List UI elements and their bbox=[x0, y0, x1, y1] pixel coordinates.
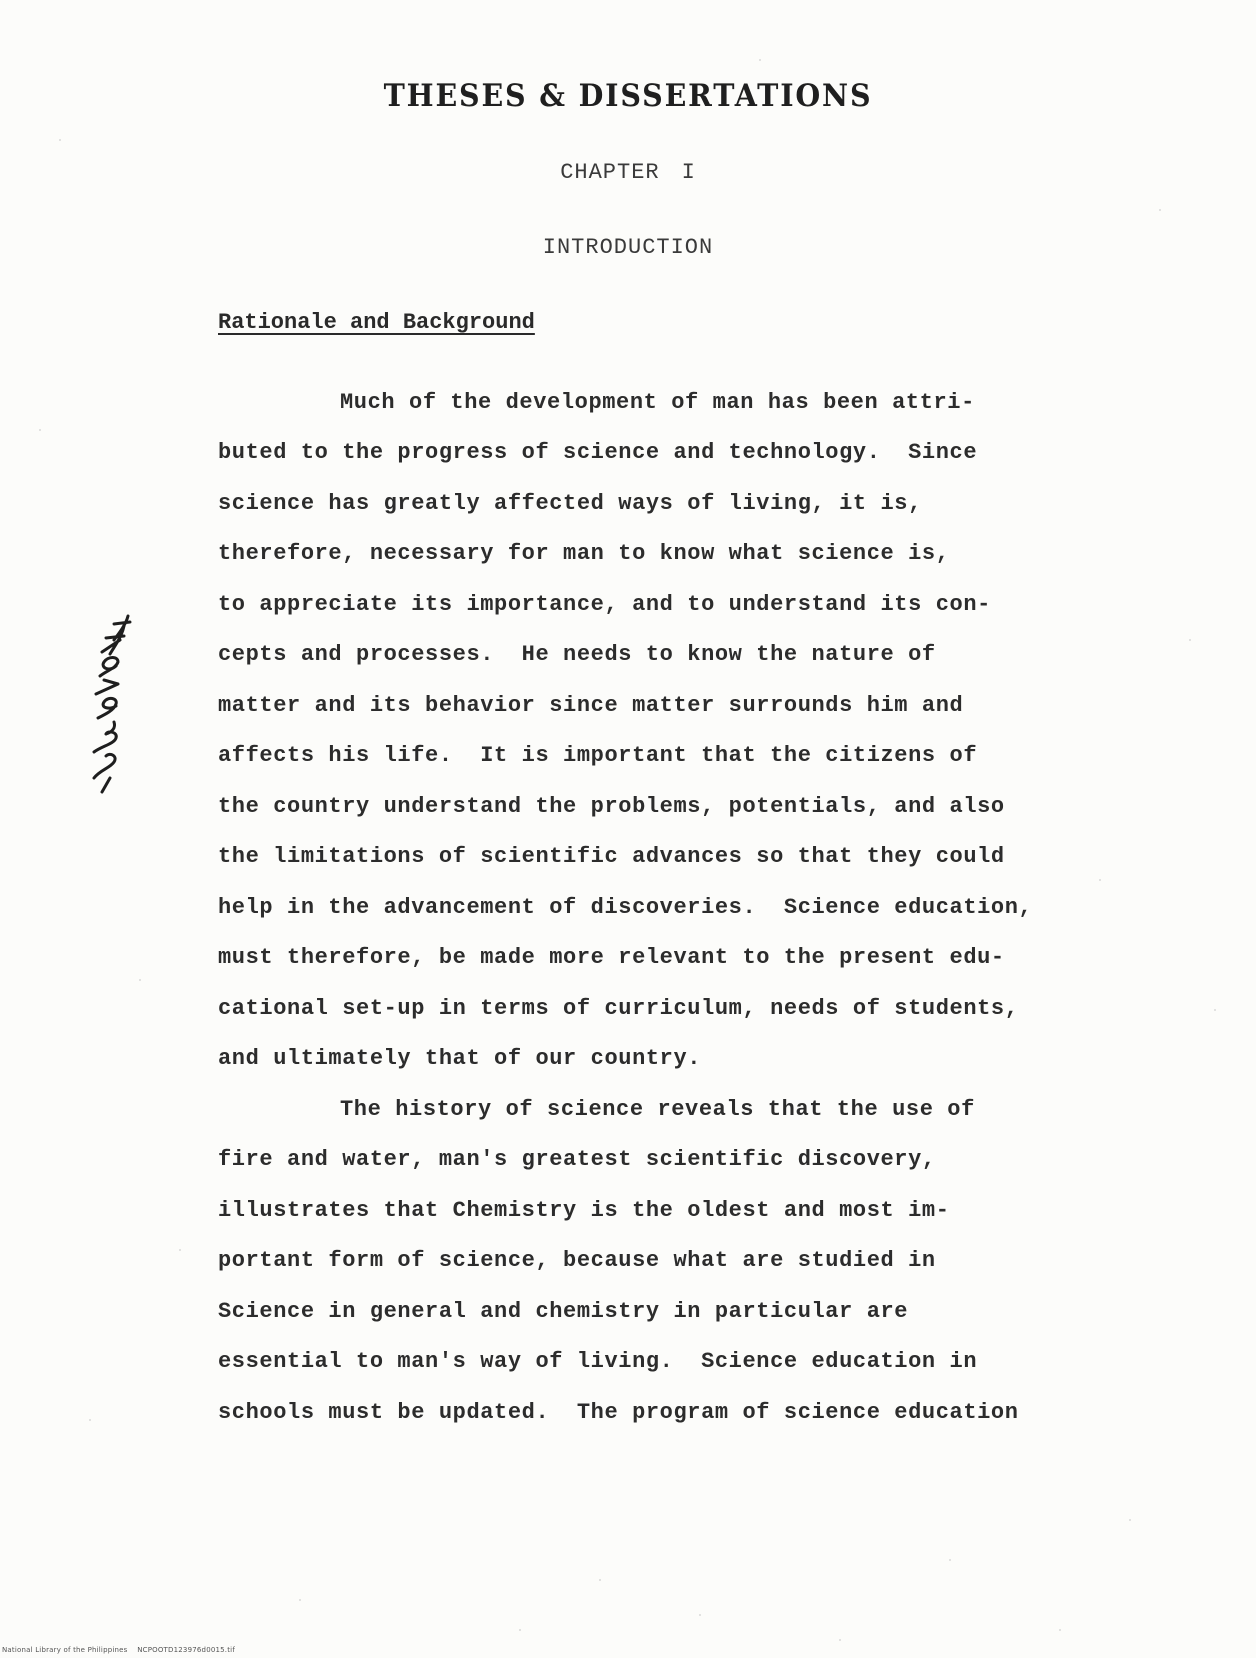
text-line: schools must be updated. The program of science education bbox=[218, 1400, 1019, 1425]
text-line: Much of the development of man has been attri- bbox=[340, 390, 975, 415]
theses-dissertations-stamp: THESES & DISSERTATIONS bbox=[383, 78, 873, 114]
text-line: cational set-up in terms of curriculum, needs of students, bbox=[218, 996, 1019, 1021]
chapter-label: CHAPTER bbox=[560, 160, 660, 185]
chapter-title: INTRODUCTION bbox=[542, 235, 714, 260]
text-line: therefore, necessary for man to know what science is, bbox=[218, 541, 950, 566]
text-line: essential to man's way of living. Science education in bbox=[218, 1349, 978, 1374]
chapter-number: I bbox=[681, 160, 696, 185]
text-line: the limitations of scientific advances so that they could bbox=[218, 844, 1005, 869]
text-line: help in the advancement of discoveries. Science education, bbox=[218, 895, 1033, 920]
text-line: The history of science reveals that the use of bbox=[340, 1097, 975, 1122]
handwritten-accession-number bbox=[80, 610, 140, 800]
text-line: Science in general and chemistry in particular are bbox=[218, 1299, 909, 1324]
text-line: portant form of science, because what are studied in bbox=[218, 1248, 936, 1273]
text-line: science has greatly affected ways of living, it is, bbox=[218, 491, 922, 516]
text-line: buted to the progress of science and technology. Since bbox=[218, 440, 978, 465]
scan-footer: National Library of the Philippines NCPOOTD123976d0015.tif bbox=[2, 1646, 235, 1654]
text-line: matter and its behavior since matter surrounds him and bbox=[218, 693, 964, 718]
text-line: and ultimately that of our country. bbox=[218, 1046, 702, 1071]
text-line: to appreciate its importance, and to understand its con- bbox=[218, 592, 991, 617]
text-line: must therefore, be made more relevant to the present edu- bbox=[218, 945, 1005, 970]
text-line: the country understand the problems, potentials, and also bbox=[218, 794, 1005, 819]
section-heading: Rationale and Background bbox=[218, 310, 535, 335]
text-line: fire and water, man's greatest scientific discovery, bbox=[218, 1147, 936, 1172]
text-line: cepts and processes. He needs to know the nature of bbox=[218, 642, 936, 667]
text-line: affects his life. It is important that the citizens of bbox=[218, 743, 978, 768]
chapter-heading bbox=[0, 160, 1256, 185]
text-line: illustrates that Chemistry is the oldest and most im- bbox=[218, 1198, 950, 1223]
